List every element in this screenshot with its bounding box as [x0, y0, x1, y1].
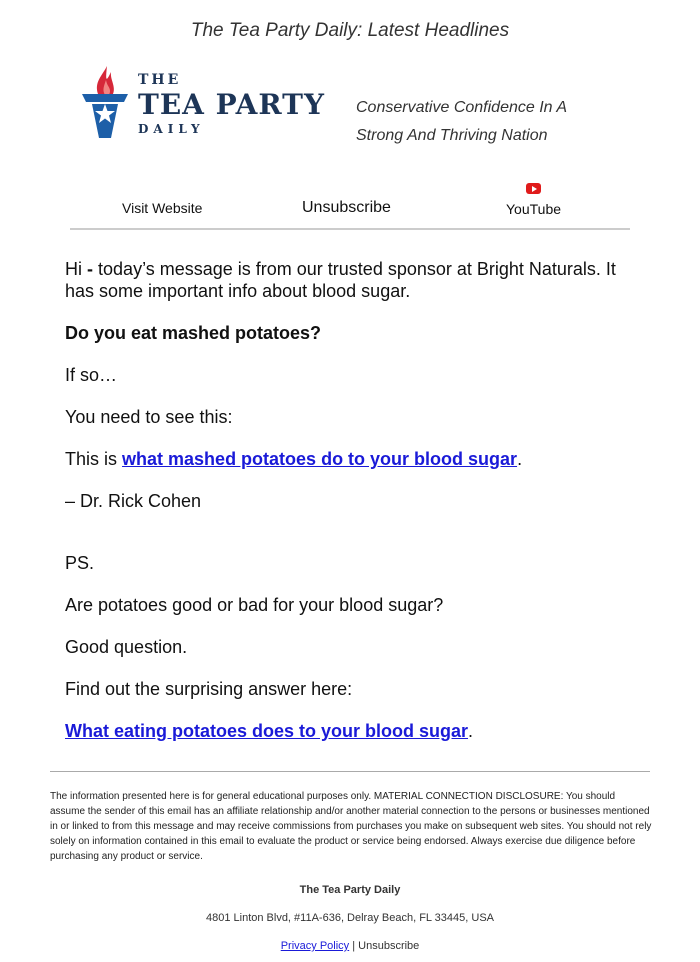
logo-daily: DAILY — [138, 122, 205, 136]
tagline-line-1: Conservative Confidence In A — [356, 99, 568, 116]
tagline-line-2: Strong And Thriving Nation — [356, 127, 548, 144]
logo-the: THE — [138, 72, 182, 88]
mashed-potatoes-link[interactable]: what mashed potatoes do to your blood sugar — [122, 449, 518, 469]
intro-hi: Hi — [65, 259, 82, 279]
email-body — [65, 258, 635, 742]
youtube-link[interactable]: YouTube — [506, 201, 562, 217]
footer-unsubscribe-link[interactable]: Unsubscribe — [358, 940, 420, 952]
unsubscribe-link[interactable]: Unsubscribe — [302, 199, 391, 216]
tagline — [356, 94, 616, 150]
logo-tea-party: TEA PARTY — [138, 88, 325, 121]
torch-icon — [80, 64, 130, 142]
footer-address: 4801 Linton Blvd, #11A-636, Delray Beach, FL 33445, USA — [205, 912, 494, 924]
visit-website-link[interactable]: Visit Website — [122, 200, 203, 216]
if-so-text: If so… — [65, 365, 118, 385]
eating-potatoes-link[interactable]: What eating potatoes does to your blood sugar — [65, 721, 469, 741]
intro-text: today’s message is from our trusted sponsor at Bright Naturals. It has some important info about blood sugar. — [65, 259, 616, 301]
ps-question: Are potatoes good or bad for your blood sugar? — [65, 595, 444, 615]
email-header-title: The Tea Party Daily: Latest Headlines — [190, 20, 510, 41]
privacy-policy-link[interactable]: Privacy Policy — [280, 940, 350, 952]
tea-party-daily-logo[interactable] — [80, 64, 340, 144]
ps-label: PS. — [65, 553, 95, 573]
youtube-icon[interactable] — [526, 183, 541, 194]
footer-links: Privacy Policy | Unsubscribe — [280, 940, 420, 952]
this-is-paragraph: This is what mashed potatoes do to your blood sugar. — [65, 449, 523, 469]
good-question-text: Good question. — [65, 637, 188, 657]
intro-paragraph: Hi - today’s message is from our trusted sponsor at Bright Naturals. It has some important info about blood sugar. — [65, 259, 616, 301]
disclaimer-text: The information presented here is for general educational purposes only. MATERIAL CONNECTION DISCLOSURE: You should assume the sender of this email has an affiliate relationship and/or another material connection to the persons or businesses mentioned in or linked to from this message and may receive commissions from purchases you make on subsequent web sites. You should not rely solely on information contained in this email to evaluate the product or service being endorsed. Always exercise due diligence before purchasing any product or service. — [50, 791, 652, 862]
this-is-text: This is — [65, 449, 118, 469]
footer-publication-name: The Tea Party Daily — [299, 884, 401, 896]
signature: – Dr. Rick Cohen — [65, 491, 202, 511]
question-heading: Do you eat mashed potatoes? — [65, 323, 322, 343]
need-see-text: You need to see this: — [65, 407, 233, 427]
nav-bar — [70, 180, 630, 230]
potatoes-link-paragraph: What eating potatoes does to your blood sugar. — [65, 721, 474, 741]
footer-divider — [50, 771, 650, 772]
find-out-text: Find out the surprising answer here: — [65, 679, 353, 699]
